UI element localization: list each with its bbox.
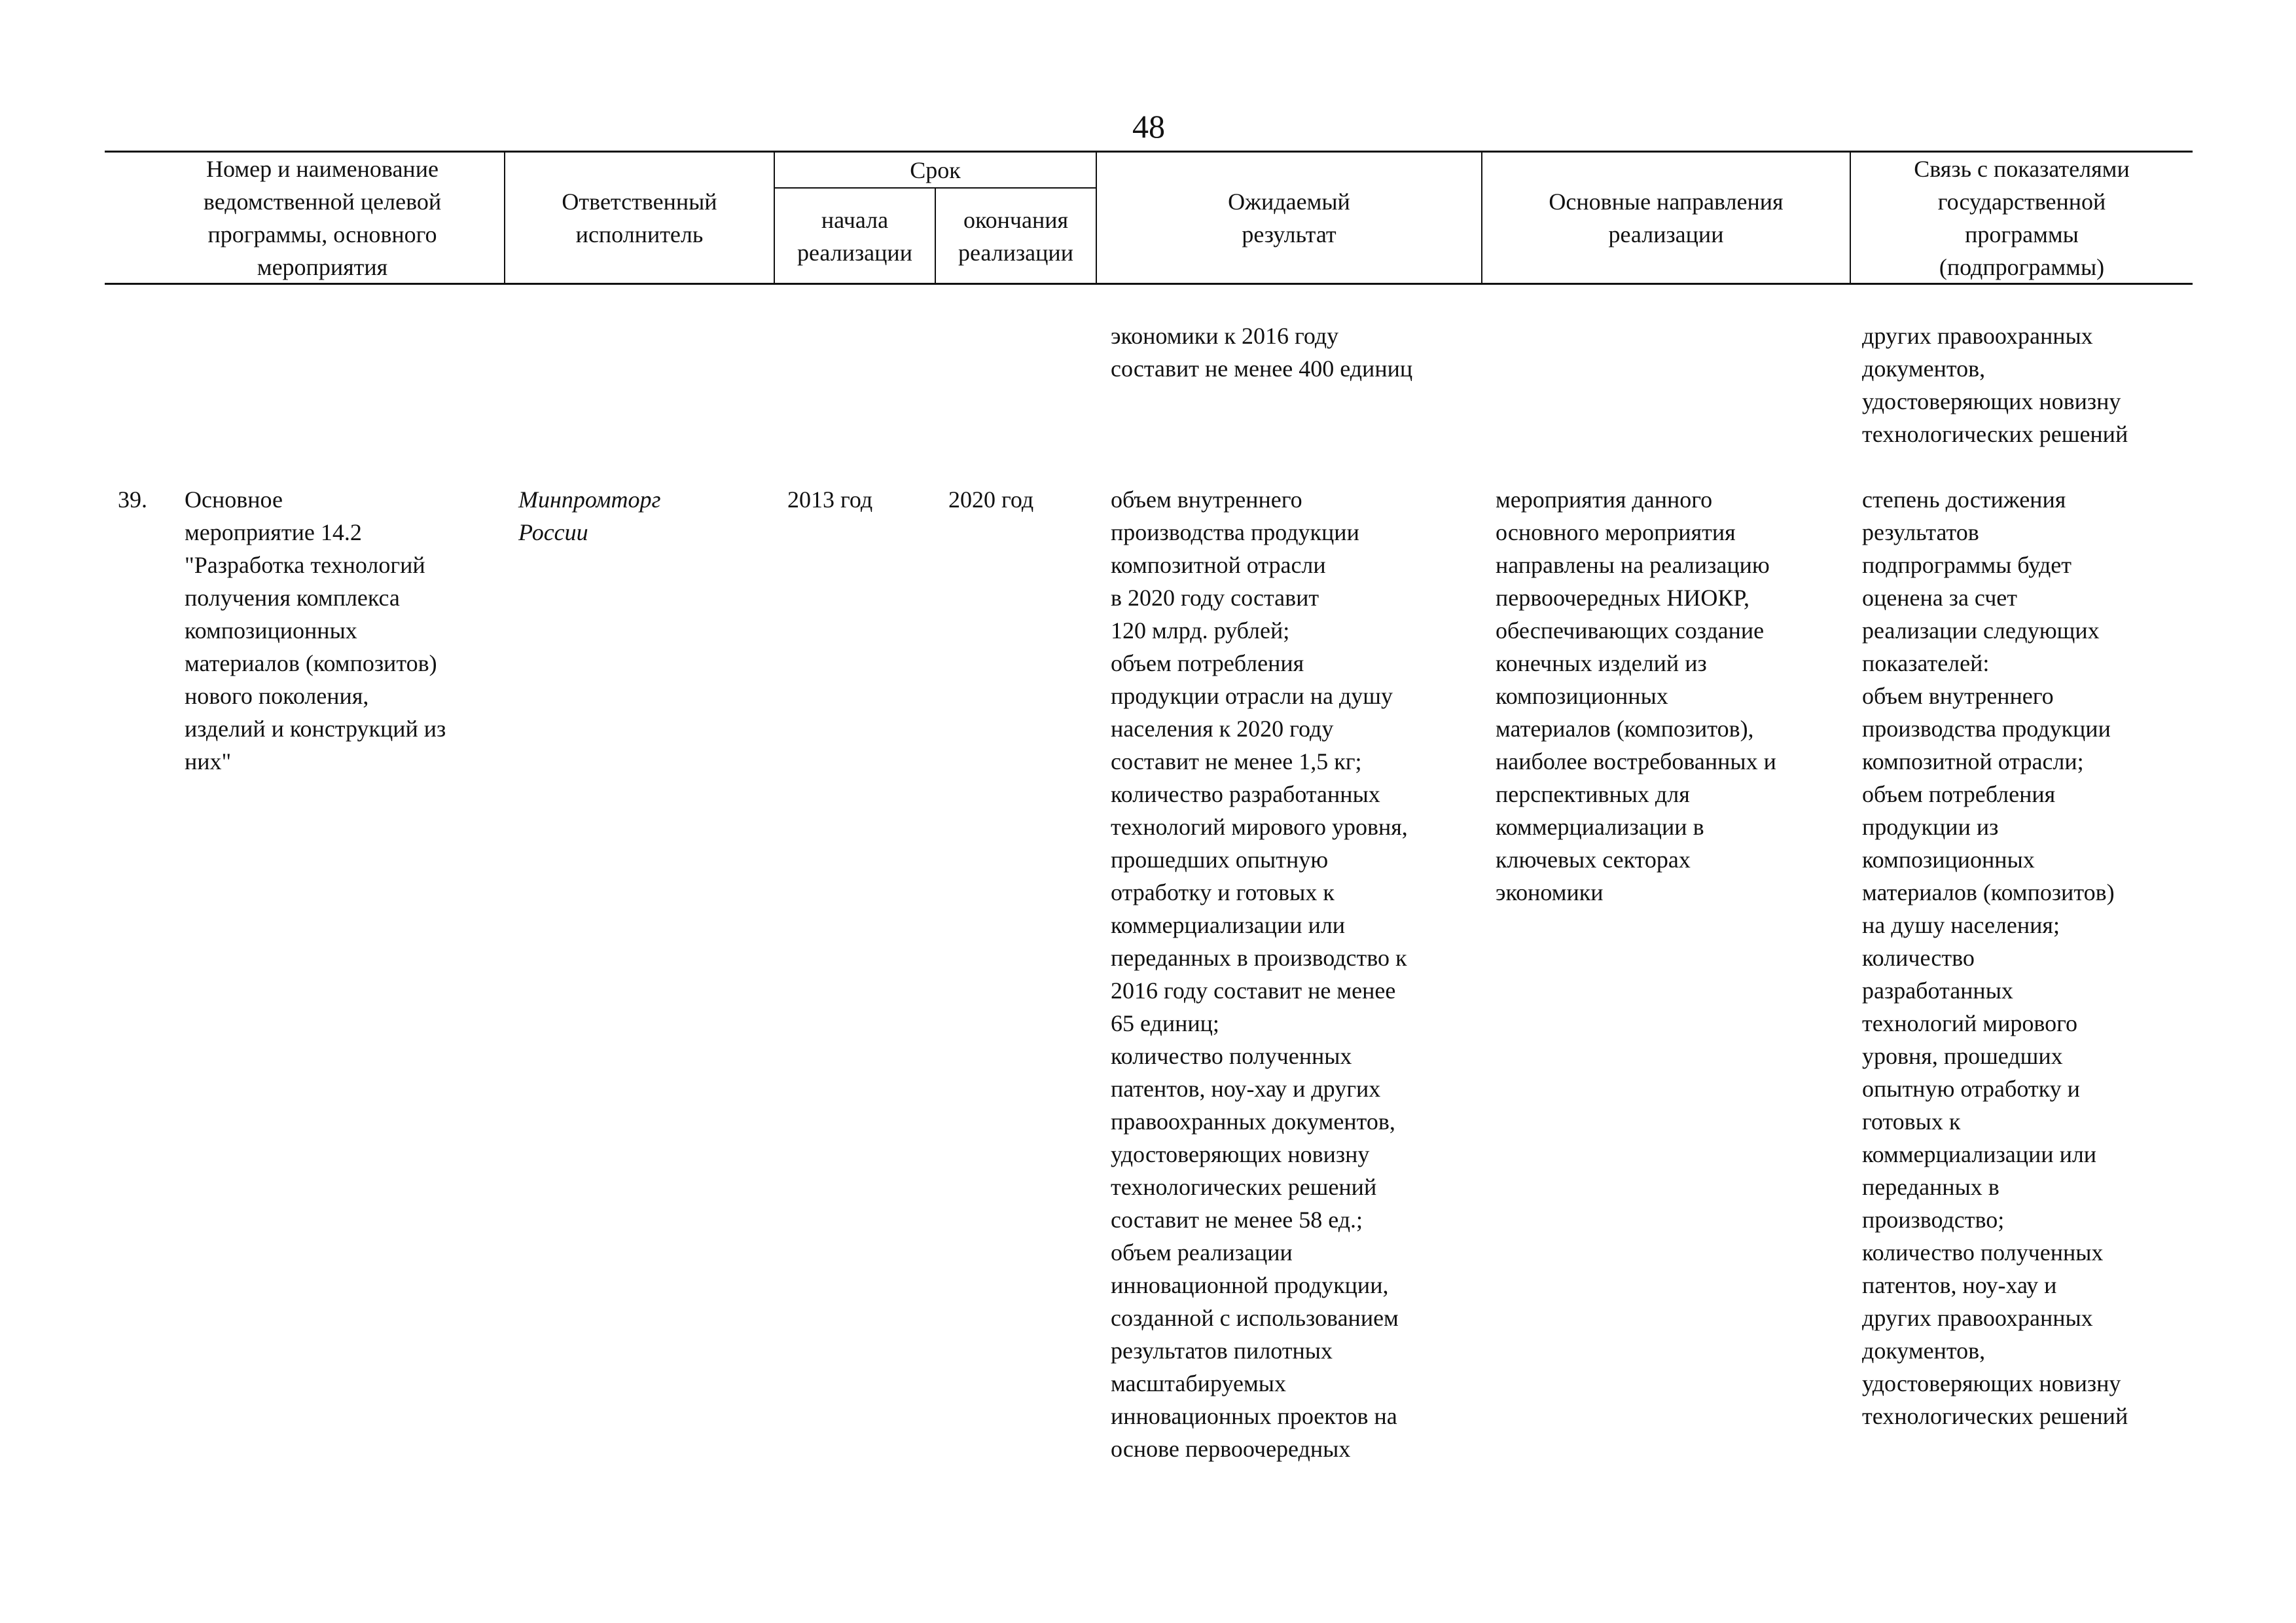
header-srok: Срок bbox=[910, 157, 961, 183]
row-directions: мероприятия данного основного мероприятия направлены на реализацию первоочередных НИОКР, обеспечивающих создание конечных изделий из композиционных материалов (композитов), наиболее востребованных и перспективных для коммерциализации в ключевых секторах экономики bbox=[1496, 486, 1776, 905]
continuation-indicators: других правоохранных документов, удостоверяющих новизну технологических решений bbox=[1862, 323, 2128, 447]
page-number: 48 bbox=[1132, 108, 1165, 145]
header-executor: Ответственный исполнитель bbox=[562, 189, 717, 247]
row-number: 39. bbox=[118, 486, 147, 513]
header-directions: Основные направления реализации bbox=[1549, 189, 1784, 247]
row-indicators: степень достижения результатов подпрограммы будет оценена за счет реализации следующих показателей: объем внутреннего производства продукции композитной отрасли; объем потребления продукции из композиционных материалов (композитов) на душу населения; количество разработанных технологий мирового уровня, прошедших опытную отработку и готовых к коммерциализации или переданных в производство; количество полученных патентов, ноу-хау и других правоохранных документов, удостоверяющих новизну технологических решений bbox=[1862, 486, 2128, 1429]
header-indicators: Связь с показателями государственной программы (подпрограммы) bbox=[1914, 156, 2130, 280]
header-expected-result: Ожидаемый результат bbox=[1228, 189, 1350, 247]
row-expected-result: объем внутреннего производства продукции композитной отрасли в 2020 году составит 120 млрд. рублей; объем потребления продукции отрасли на душу населения к 2020 году составит не менее 1,5 кг; количество разработанных технологий мирового уровня, прошедших опытную отработку и готовых к коммерциализации или переданных в производство к 2016 году составит не менее 65 единиц; количество полученных патентов, ноу-хау и других правоохранных документов, удостоверяющих новизну технологических решений составит не менее 58 ед.; объем реализации инновационной продукции, созданной с использованием результатов пилотных масштабируемых инновационных проектов на основе первоочередных bbox=[1111, 486, 1408, 1462]
header-program-name: Номер и наименование ведомственной целевой программы, основного мероприятия bbox=[203, 156, 442, 280]
continuation-result: экономики к 2016 году составит не менее 400 единиц bbox=[1111, 323, 1413, 382]
header-start: начала реализации bbox=[797, 206, 912, 266]
header-end: окончания реализации bbox=[958, 206, 1073, 266]
row-start-year: 2013 год bbox=[787, 486, 873, 513]
row-executor: Минпромторг России bbox=[518, 486, 661, 545]
row-program-name: Основное мероприятие 14.2 "Разработка технологий получения комплекса композиционных материалов (композитов) нового поколения, изделий и конструкций из них" bbox=[185, 486, 446, 775]
row-end-year: 2020 год bbox=[948, 486, 1034, 513]
